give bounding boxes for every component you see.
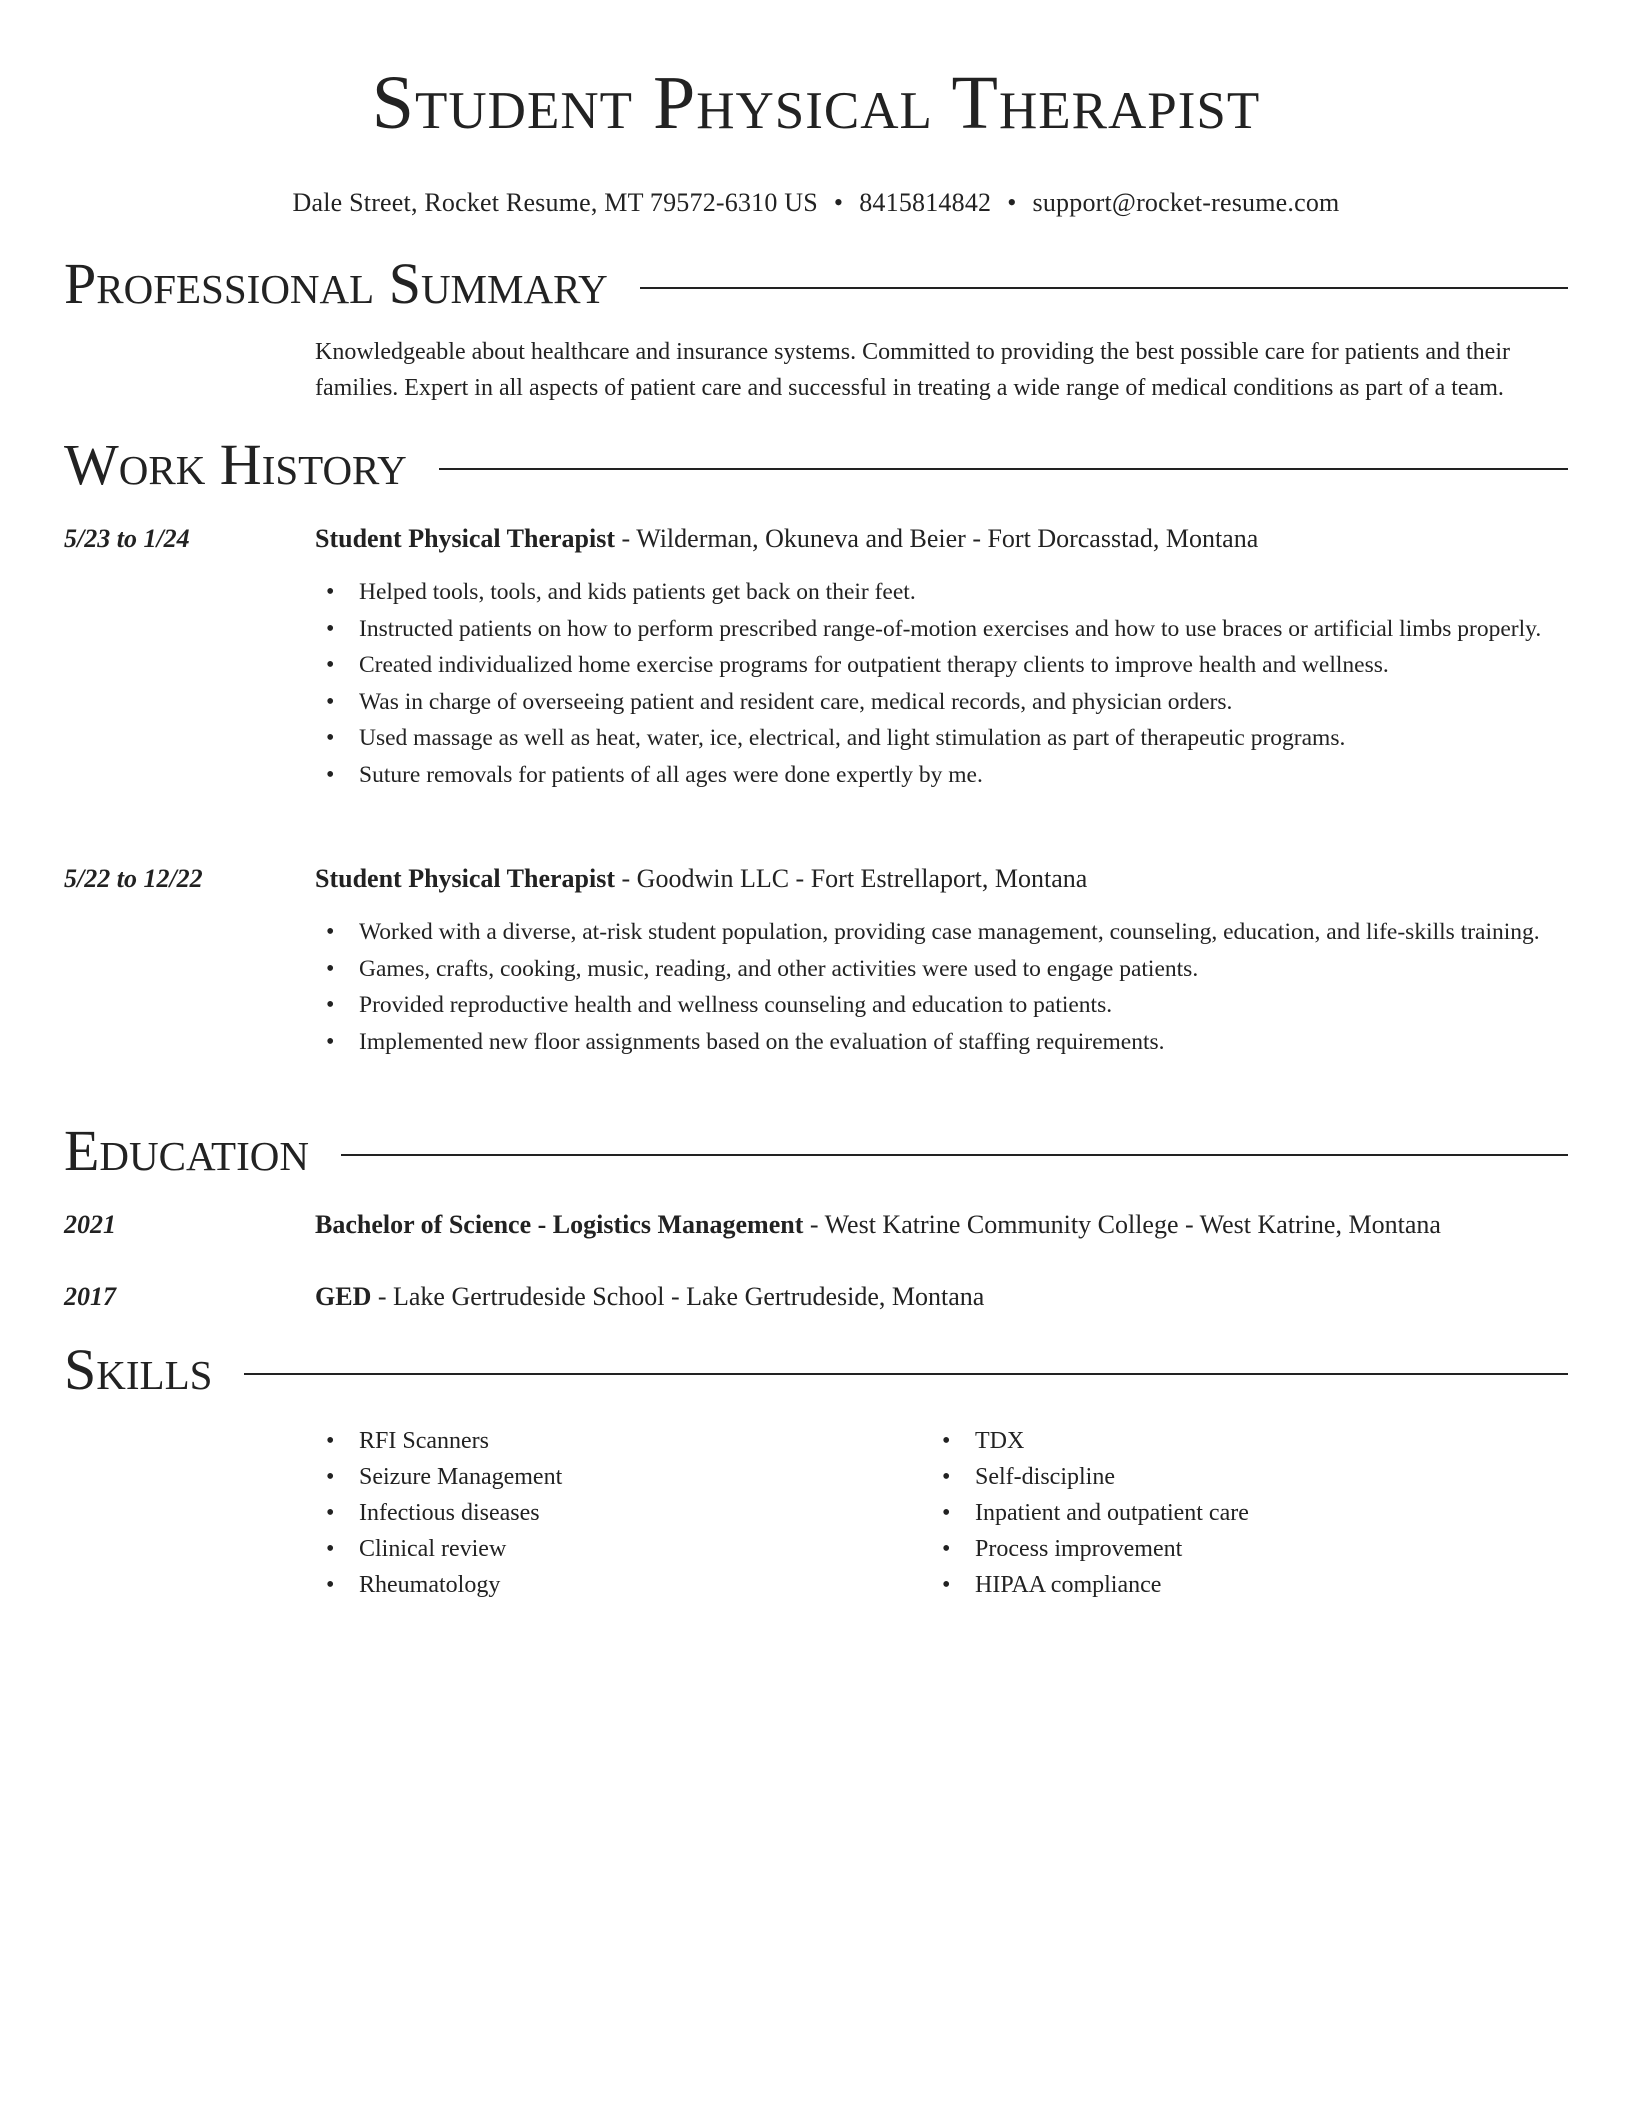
education-line [315,1210,1568,1240]
education-main [315,1210,1568,1240]
list-item: • Infectious diseases [315,1495,875,1531]
list-item: • Suture removals for patients of all ages were done expertly by me. [315,757,1568,794]
job-title: Student Physical Therapist [315,864,616,893]
skills-heading: Skills [64,1337,213,1402]
job-dates: 5/22 to 12/22 [64,864,203,893]
contact-separator: • [1007,188,1017,217]
list-item: • Instructed patients on how to perform prescribed range-of-motion exercises and how to use braces or artificial limbs properly. [315,611,1568,648]
section-divider [640,287,1568,289]
list-item: • Process improvement [931,1531,1491,1567]
list-item: • Helped tools, tools, and kids patients get back on their feet. [315,574,1568,611]
list-item: • Used massage as well as heat, water, ice, electrical, and light stimulation as part of therapeutic programs. [315,720,1568,757]
summary-main [315,334,1568,406]
job-bullets [315,574,1568,793]
summary-section-header [64,252,1568,316]
work-section-header [64,433,1568,497]
contact-line [64,188,1568,218]
resume-page [64,0,1568,1598]
job-details: - Wilderman, Okuneva and Beier - Fort Dorcasstad, Montana [615,524,1259,553]
list-item: • Worked with a diverse, at-risk student population, providing case management, counseling, education, and life-skills training. [315,914,1568,951]
summary-heading: Professional Summary [64,251,608,316]
job-main [315,524,1568,793]
list-item: • Implemented new floor assignments based on the evaluation of staffing requirements. [315,1024,1568,1061]
job-title-line [315,524,1568,554]
list-item: • RFI Scanners [315,1423,875,1459]
contact-address: Dale Street, Rocket Resume, MT 79572-6310 US [292,188,818,217]
job-title: Student Physical Therapist [315,524,616,553]
job-dates: 5/23 to 1/24 [64,524,190,553]
education-line [315,1282,1568,1312]
summary-text: Knowledgeable about healthcare and insurance systems. Committed to providing the best possible care for patients and their families. Expert in all aspects of patient care and successful in treating a wide range of medical conditions as part of a team. [315,339,1510,401]
list-item: • Games, crafts, cooking, music, reading, and other activities were used to engage patients. [315,951,1568,988]
skills-list [315,1423,875,1603]
contact-separator: • [833,188,844,217]
skills-list [931,1423,1491,1603]
contact-email: support@rocket-resume.com [1032,188,1340,217]
education-year: 2021 [64,1210,116,1239]
education-details: - Lake Gertrudeside School - Lake Gertrudeside, Montana [371,1282,985,1311]
resume-name: Student Physical Therapist [371,61,1261,145]
work-heading: Work History [64,432,407,497]
section-divider [439,468,1568,470]
list-item: • Was in charge of overseeing patient and resident care, medical records, and physician orders. [315,684,1568,721]
education-year: 2017 [64,1282,116,1311]
list-item: • Inpatient and outpatient care [931,1495,1491,1531]
list-item: • Seizure Management [315,1459,875,1495]
section-divider [341,1154,1568,1156]
list-item: • HIPAA compliance [931,1567,1491,1603]
job-details: - Goodwin LLC - Fort Estrellaport, Montana [615,864,1088,893]
education-details: - West Katrine Community College - West Katrine, Montana [803,1210,1441,1239]
education-heading: Education [64,1118,309,1183]
list-item: • Created individualized home exercise programs for outpatient therapy clients to improve health and wellness. [315,647,1568,684]
list-item: • Clinical review [315,1531,875,1567]
job-title-line [315,864,1568,894]
list-item: • TDX [931,1423,1491,1459]
education-section-header [64,1119,1568,1183]
skills-column-left [315,1423,875,1603]
list-item: • Self-discipline [931,1459,1491,1495]
education-degree: GED [315,1282,372,1311]
list-item: • Provided reproductive health and wellness counseling and education to patients. [315,987,1568,1024]
skills-section-header [64,1338,1568,1402]
education-degree: Bachelor of Science - Logistics Management [315,1210,804,1239]
job-bullets [315,914,1568,1060]
education-main [315,1282,1568,1312]
contact-phone: 8415814842 [859,188,992,217]
skills-column-right [931,1423,1491,1603]
list-item: • Rheumatology [315,1567,875,1603]
job-main [315,864,1568,1060]
section-divider [244,1373,1568,1375]
